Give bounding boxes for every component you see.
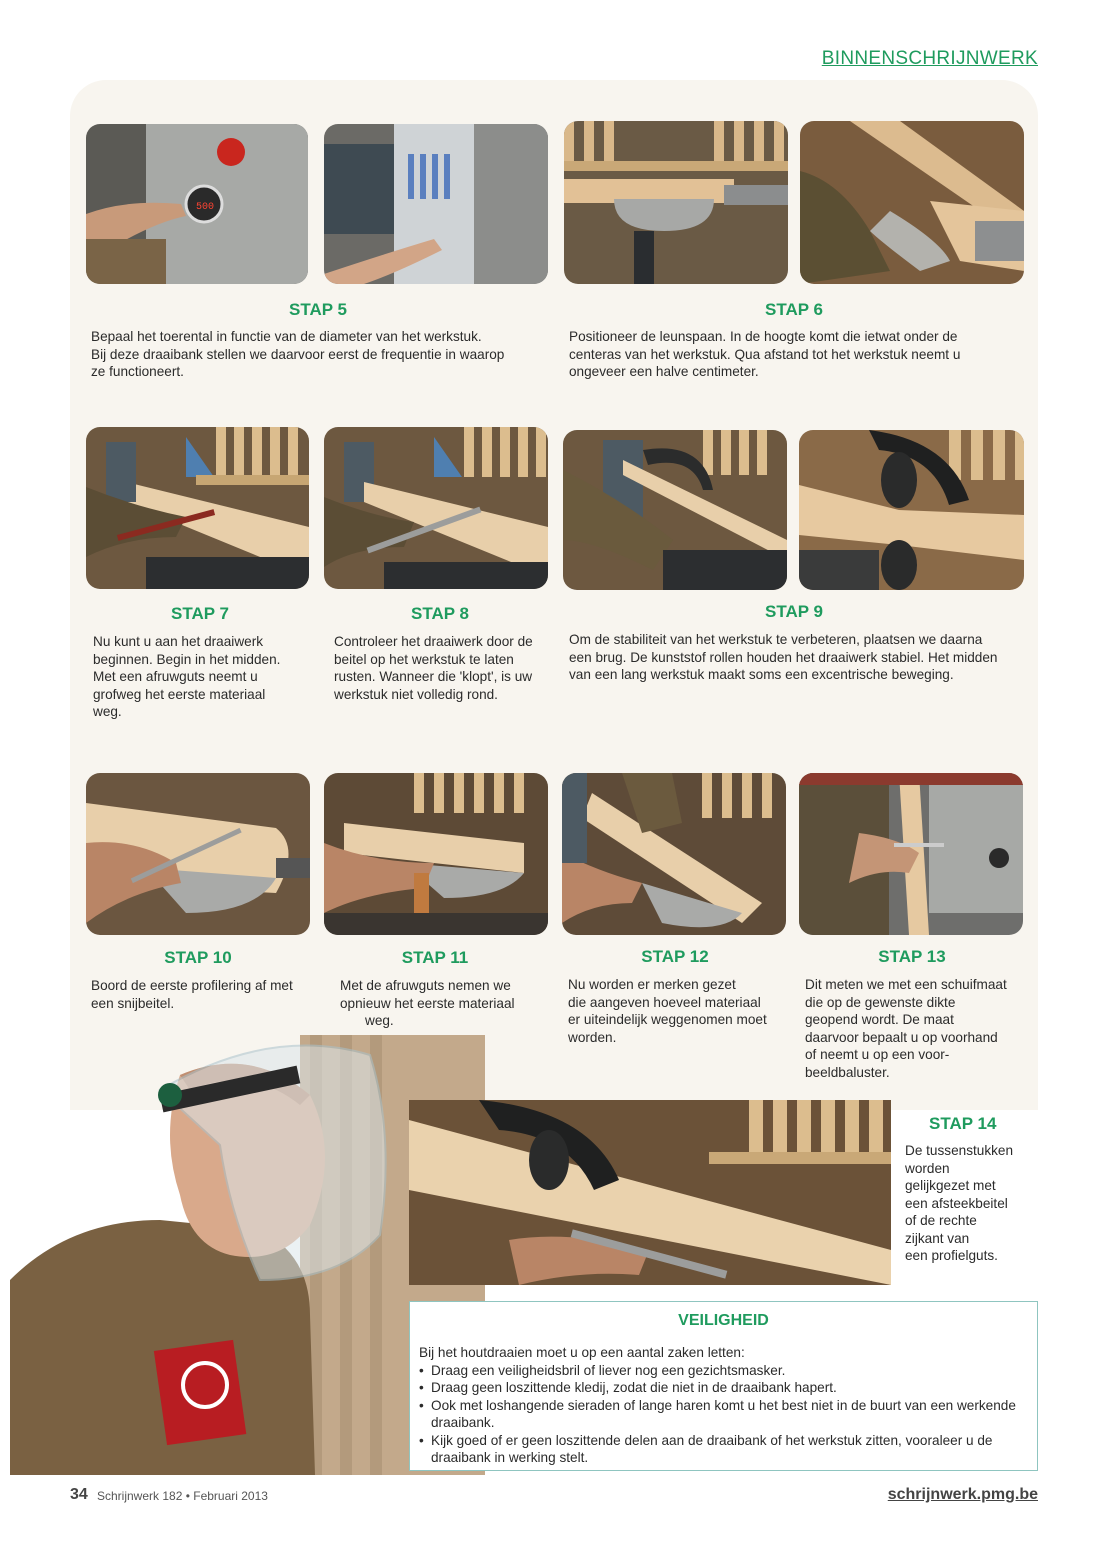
photo-step7	[86, 427, 309, 589]
safety-box	[409, 1301, 1038, 1471]
step14-text: De tussenstukken worden gelijkgezet met een afsteekbeitel of de rechte zijkant van een profielguts.	[905, 1143, 1014, 1263]
step6-text: Positioneer de leunspaan. In de hoogte komt die ietwat onder de centeras van het werkstuk. Qua afstand tot het werkstuk neemt u ongeveer een halve centimeter.	[569, 329, 961, 379]
photo-step9-bridge	[563, 430, 787, 590]
photo-step9-closeup	[799, 430, 1024, 590]
photo-step6-position	[800, 121, 1024, 284]
safety-intro: Bij het houtdraaien moet u op een aantal zaken letten:	[419, 1345, 745, 1360]
photo-step11	[324, 773, 548, 935]
photo-step8	[324, 427, 548, 589]
section-title: BINNENSCHRIJNWERK	[821, 48, 1038, 69]
step8-title: STAP 8	[411, 604, 469, 623]
photo-step5-frequency	[324, 124, 548, 284]
safety-list	[419, 1362, 1027, 1467]
speed-display: 500	[196, 202, 215, 213]
step12-title: STAP 12	[641, 947, 709, 966]
step9-title: STAP 9	[765, 602, 823, 621]
step5-title: STAP 5	[289, 300, 347, 319]
step13-title: STAP 13	[878, 947, 946, 966]
photo-step14	[409, 1100, 891, 1285]
photo-step12	[562, 773, 786, 935]
step10-title: STAP 10	[164, 948, 232, 967]
step11-title: STAP 11	[401, 948, 469, 967]
step11-text: Met de afruwguts nemen we opnieuw het eerste materiaal weg.	[340, 978, 515, 1028]
step12-text: Nu worden er merken gezet die aangeven hoeveel materiaal er uiteindelijk weggenomen moet worden.	[568, 977, 767, 1045]
safety-body	[419, 1344, 1027, 1467]
step5-text: Bepaal het toerental in functie van de diameter van het werkstuk. Bij deze draaibank stellen we daarvoor eerst de frequentie in waarop ze functioneert.	[91, 329, 505, 379]
safety-title: VEILIGHEID	[678, 1312, 769, 1329]
safety-item: • Draag geen loszittende kledij, zodat die niet in de draaibank hapert.	[419, 1379, 1027, 1397]
photo-step13-caliper	[799, 773, 1023, 935]
step10-text: Boord de eerste profilering af met een snijbeitel.	[91, 978, 293, 1011]
step7-text: Nu kunt u aan het draaiwerk beginnen. Begin in het midden. Met een afruwguts neemt u grofweg het eerste materiaal weg.	[93, 634, 281, 719]
page-number: 34	[70, 1486, 88, 1503]
safety-item: • Kijk goed of er geen loszittende delen aan de draaibank of het werkstuk zitten, vooraleer u de draaibank in werking stelt.	[419, 1432, 1027, 1467]
step9-text: Om de stabiliteit van het werkstuk te verbeteren, plaatsen we daarna een brug. De kunststof rollen houden het draaiwerk stabiel. Het midden van een lang werkstuk maakt soms een excentrische beweging.	[569, 632, 998, 682]
step14-title: STAP 14	[929, 1114, 997, 1133]
photo-step5-control-panel	[86, 124, 308, 284]
safety-item: • Draag een veiligheidsbril of liever nog een gezichtsmasker.	[419, 1362, 1027, 1380]
website-link[interactable]: schrijnwerk.pmg.be	[887, 1486, 1038, 1503]
step7-title: STAP 7	[171, 604, 229, 623]
step13-text: Dit meten we met een schuifmaat die op de gewenste dikte geopend wordt. De maat daarvoor bepaalt u op voorhand of neemt u op een voor- beeldbaluster.	[805, 977, 1007, 1080]
step8-text: Controleer het draaiwerk door de beitel op het werkstuk te laten rusten. Wanneer die 'klopt', is uw werkstuk niet volledig rond.	[334, 634, 533, 702]
magazine-issue: Schrijnwerk 182 • Februari 2013	[97, 1489, 268, 1503]
photo-step6-toolrest	[564, 121, 788, 284]
safety-item: • Ook met loshangende sieraden of lange haren komt u het best niet in de buurt van een werkende draaibank.	[419, 1397, 1027, 1432]
step6-title: STAP 6	[765, 300, 823, 319]
photo-step10	[86, 773, 310, 935]
